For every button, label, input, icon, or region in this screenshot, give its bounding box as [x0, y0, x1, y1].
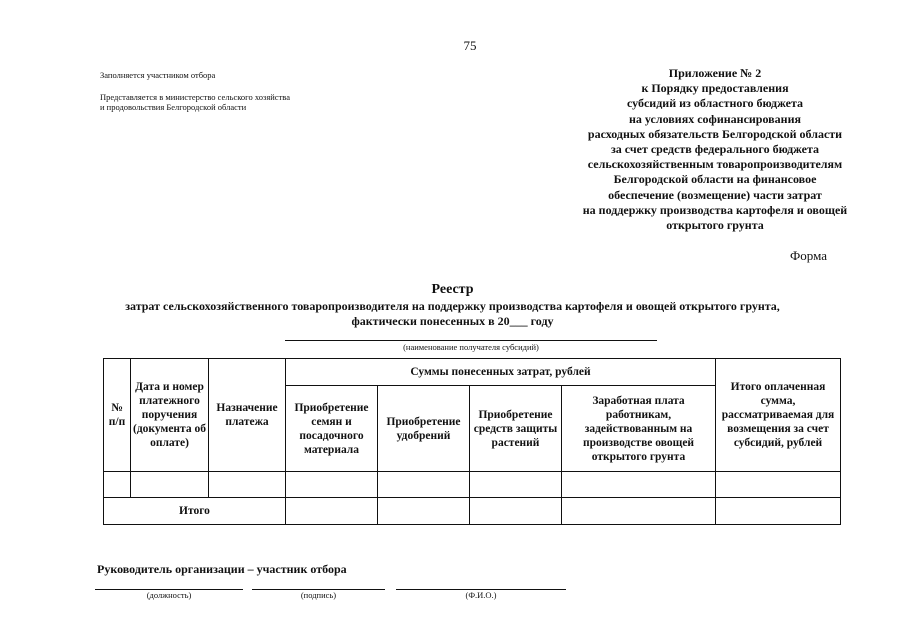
- header-seeds: Приобретение семян и посадочного материала: [286, 386, 378, 472]
- full-name-caption: (Ф.И.О.): [465, 590, 497, 600]
- table-cell[interactable]: [378, 472, 470, 498]
- table-cell[interactable]: [470, 472, 562, 498]
- position-caption: (должность): [146, 590, 192, 600]
- header-costs-group: Суммы понесенных затрат, рублей: [286, 359, 716, 386]
- total-row: [104, 498, 841, 525]
- appendix-block: [565, 66, 865, 233]
- appendix-line: на поддержку производства картофеля и овощей: [582, 202, 848, 217]
- table-cell[interactable]: [378, 498, 470, 525]
- header-total: Итого оплаченная сумма, рассматриваемая для возмещения за счет субсидий, рублей: [716, 359, 841, 472]
- submitted-note-line2: и продовольствия Белгородской области: [100, 102, 247, 112]
- appendix-line: за счет средств федерального бюджета: [610, 142, 820, 157]
- table-cell[interactable]: [562, 472, 716, 498]
- table-cell[interactable]: [286, 472, 378, 498]
- form-label: Форма: [790, 248, 827, 263]
- header-fertilizers: Приобретение удобрений: [378, 386, 470, 472]
- appendix-line: сельскохозяйственным товаропроизводителям: [587, 157, 843, 172]
- header-num: № п/п: [104, 359, 131, 472]
- appendix-line: Белгородской области на финансовое: [613, 172, 817, 187]
- table-cell[interactable]: [716, 472, 841, 498]
- appendix-line: субсидий из областного бюджета: [626, 96, 804, 111]
- recipient-name-field[interactable]: [285, 340, 657, 341]
- table-cell[interactable]: [209, 472, 286, 498]
- table-cell[interactable]: [470, 498, 562, 525]
- table-cell[interactable]: [716, 498, 841, 525]
- filled-by-note: Заполняется участником отбора: [100, 70, 216, 80]
- appendix-line: Приложение № 2: [668, 66, 762, 80]
- header-plant-protection: Приобретение средств защиты растений: [470, 386, 562, 472]
- register-period: фактически понесенных в 20___ году: [351, 314, 554, 328]
- expense-register-table: [103, 358, 841, 525]
- table-cell[interactable]: [562, 498, 716, 525]
- submitted-note-line1: Представляется в министерство сельского хозяйства: [100, 92, 290, 102]
- table-cell[interactable]: [131, 472, 209, 498]
- recipient-caption: (наименование получателя субсидий): [403, 342, 539, 352]
- register-subtitle: затрат сельскохозяйственного товаропроизводителя на поддержку производства картофеля и овощей открытого грунта,: [125, 299, 780, 313]
- appendix-line: обеспечение (возмещение) части затрат: [608, 187, 822, 202]
- appendix-line: открытого грунта: [666, 218, 764, 233]
- total-row-label: Итого: [104, 498, 286, 525]
- table-cell[interactable]: [286, 498, 378, 525]
- header-date: Дата и номер платежного поручения (документа об оплате): [131, 359, 209, 472]
- signature-caption: (подпись): [300, 590, 337, 600]
- appendix-line: к Порядку предоставления: [641, 81, 789, 96]
- header-wages: Заработная плата работникам, задействованным на производстве овощей открытого грунта: [562, 386, 716, 472]
- register-title: Реестр: [431, 282, 474, 297]
- head-of-organization-label: Руководитель организации – участник отбора: [97, 562, 347, 576]
- appendix-line: расходных обязательств Белгородской области: [587, 126, 843, 141]
- table-row: [104, 472, 841, 498]
- header-purpose: Назначение платежа: [209, 359, 286, 472]
- page-number: 75: [463, 38, 477, 53]
- appendix-line: на условиях софинансирования: [629, 111, 801, 126]
- table-cell[interactable]: [104, 472, 131, 498]
